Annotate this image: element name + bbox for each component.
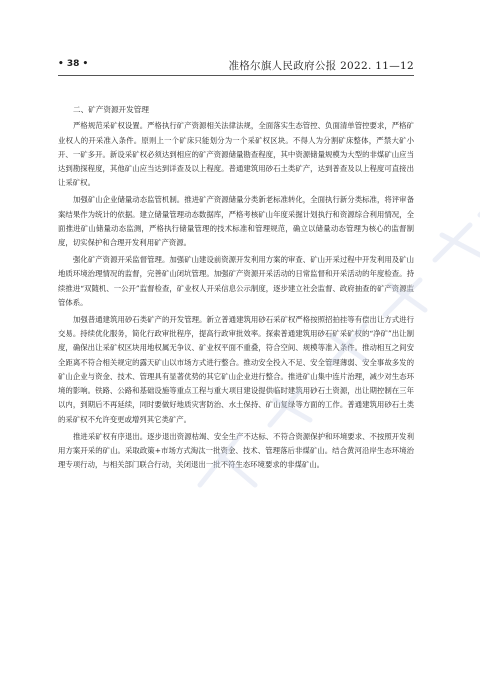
- paragraph: 严格规范采矿权设置。严格执行矿产资源相关法律法规，全面落实生态管控、负面清单管控要求，严格矿业权人的开采准入条件。原则上一个矿床只能划分为一个采矿权区块。不得人为分割矿床整体，严禁大矿小开、一矿多开。新设采矿权必须达到相应的矿产资源储量勘查程度，其中资源储量规模为大型的非煤矿山应当达到勘探程度，其他矿山应当达到详查及以上程度。普通建筑用砂石土类矿产，达到普查及以上程度可直接出让采矿权。: [58, 121, 414, 188]
- paragraph: 加强普通建筑用砂石类矿产的开发管理。新立普通建筑用砂石采矿权严格按照招拍挂等有偿出让方式进行交易。持续优化服务，简化行政审批程序，提高行政审批效率。探索普通建筑用砂石矿采矿权的“净矿”出让制度，确保出让采矿权区块用地权属无争议、矿业权平面不重叠，符合空间、规模等准入条件。推动相互之间安全距离不符合相关规定的露天矿山以市场方式进行整合。推动安全投入不足、安全管理薄弱、安全事故多发的矿山企业与资金、技术、管理具有显著优势的其它矿山企业进行整合。推进矿山集中连片治理，减少对生态环境的影响。铁路、公路和基础设施等重点工程与重大项目建设提供临时建筑用砂石土资源，出让期控制在三年以内，到期后不再延续，同时要做好地质灾害防治、水土保持、矿山复绿等方面的工作。普通建筑用砂石土类的采矿权不允许变更或增列其它类矿产。: [58, 314, 414, 424]
- paragraph: 强化矿产资源开采监督管理。加强矿山建设前资源开发利用方案的审查、矿山开采过程中开发利用及矿山地质环境治理情况的监督，完善矿山闭坑管理。加强矿产资源开采活动的日常监督和开采活动的年度检查。持续推进“双随机、一公开”监督检查，矿业权人开采信息公示制度，逐步建立社会监督、政府抽查的矿产资源监管体系。: [58, 254, 414, 307]
- page-header: [58, 51, 414, 71]
- publication-title: 准格尔旗人民政府公报 2022. 11—12: [228, 60, 414, 72]
- article-body: [58, 103, 414, 475]
- paragraph: 加强矿山企业储量动态监管机制。推进矿产资源储量分类新老标准转化，全面执行新分类标准，将评审备案结果作为统计的依据。建立储量管理动态数据库，严格考核矿山年度采掘计划执行和资源综合利用情况，全面推进矿山储量动态监测，严格执行储量管理的技术标准和管理规范，确立以储量动态管理为核心的监督制度，切实保护和合理开发利用矿产资源。: [58, 195, 414, 248]
- paragraph: 推进采矿权有序退出。逐步退出资源枯竭、安全生产不达标、不符合资源保护和环境要求、不按照开发利用方案开采的矿山。采取政策+市场方式淘汰一批资金、技术、管理落后非煤矿山。结合黄河沿岸生态环境治理专项行动，与相关部门联合行动，关闭退出一批不符生态环境要求的非煤矿山。: [58, 431, 414, 470]
- section-heading: 二、矿产资源开发管理: [73, 105, 149, 114]
- header-rule: [58, 75, 414, 76]
- page-number: • 38 •: [58, 59, 89, 69]
